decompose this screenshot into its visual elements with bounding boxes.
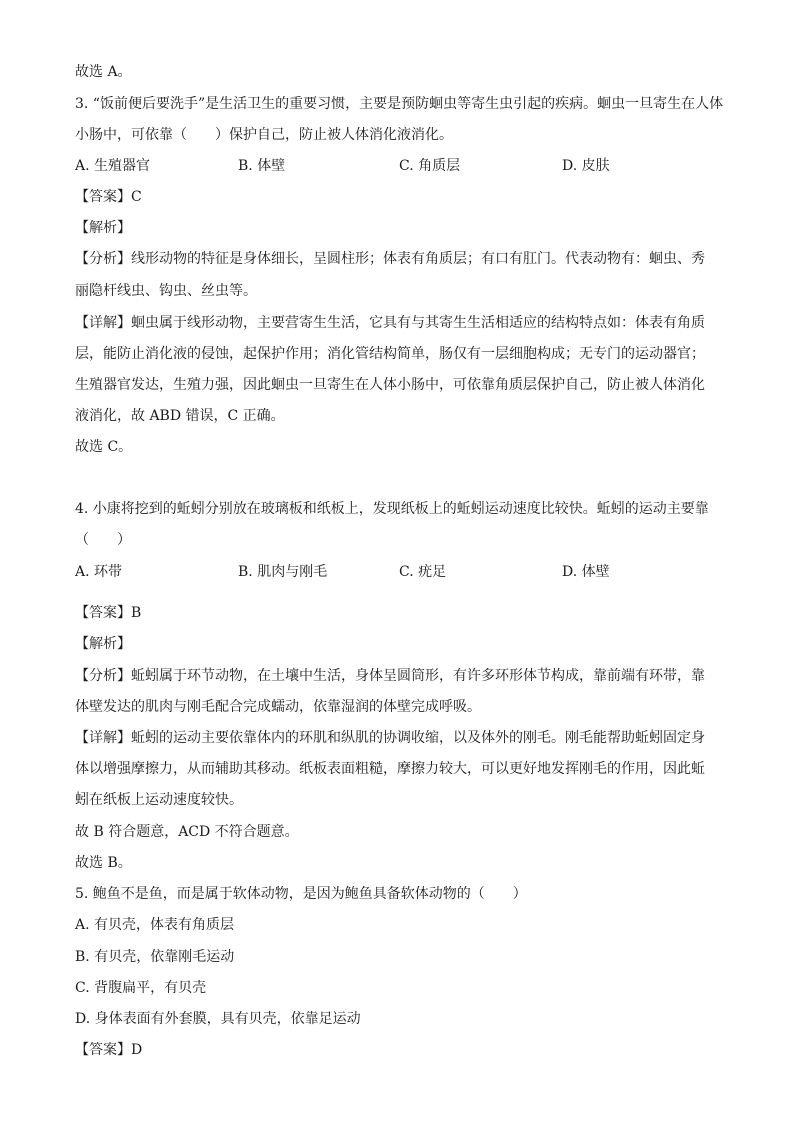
answer-label: 【答案】D bbox=[75, 1042, 143, 1058]
analysis-label: 【解析】 bbox=[75, 636, 131, 652]
option-d: D. 皮肤 bbox=[562, 158, 610, 174]
option-b: B. 体壁 bbox=[238, 158, 286, 174]
detail-text-cont: 体以增强摩擦力，从而辅助其移动。纸板表面粗糙，摩擦力较大，可以更好地发挥刚毛的作用，因此蚯 bbox=[75, 761, 705, 777]
option-b: B. 肌肉与刚毛 bbox=[238, 564, 328, 580]
option-d: D. 体壁 bbox=[562, 564, 610, 580]
analysis-text: 【分析】线形动物的特征是身体细长，呈圆柱形；体表有角质层；有口有肛门。代表动物有：蛔虫、秀 bbox=[75, 251, 705, 267]
conclusion-text: 故 B 符合题意，ACD 不符合题意。 bbox=[75, 824, 299, 840]
answer-label: 【答案】C bbox=[75, 189, 142, 205]
analysis-text-cont: 丽隐杆线虫、钩虫、丝虫等。 bbox=[75, 283, 257, 299]
detail-text-cont: 蚓在纸板上运动速度较快。 bbox=[75, 792, 243, 808]
analysis-label: 【解析】 bbox=[75, 220, 131, 236]
detail-text-cont: 生殖器官发达，生殖力强，因此蛔虫一旦寄生在人体小肠中，可依靠角质层保护自己，防止被人体消化 bbox=[75, 377, 705, 393]
option-c: C. 背腹扁平，有贝壳 bbox=[75, 980, 207, 996]
question-3-text-cont: 小肠中，可依靠（ ）保护自己，防止被人体消化液消化。 bbox=[75, 127, 453, 143]
question-4-text: 4. 小康将挖到的蚯蚓分别放在玻璃板和纸板上，发现纸板上的蚯蚓运动速度比较快。蚯蚓的运动主要靠 bbox=[75, 501, 709, 517]
option-a: A. 环带 bbox=[75, 564, 123, 580]
detail-text-cont: 液消化，故 ABD 错误，C 正确。 bbox=[75, 408, 285, 424]
analysis-text: 【分析】蚯蚓属于环节动物，在土壤中生活，身体呈圆筒形，有许多环形体节构成，靠前端有环带，靠 bbox=[75, 668, 705, 684]
option-a: A. 生殖器官 bbox=[75, 158, 151, 174]
detail-text: 【详解】蚯蚓的运动主要依靠体内的环肌和纵肌的协调收缩，以及体外的刚毛。刚毛能帮助蚯蚓固定身 bbox=[75, 730, 705, 746]
option-d: D. 身体表面有外套膜，具有贝壳，依靠足运动 bbox=[75, 1011, 361, 1027]
option-c: C. 疣足 bbox=[399, 564, 447, 580]
answer-label: 【答案】B bbox=[75, 605, 142, 621]
option-c: C. 角质层 bbox=[399, 158, 461, 174]
question-5-text: 5. 鲍鱼不是鱼，而是属于软体动物，是因为鲍鱼具备软体动物的（ ） bbox=[75, 886, 527, 902]
question-3-options bbox=[75, 159, 715, 175]
option-a: A. 有贝壳，体表有角质层 bbox=[75, 917, 235, 933]
answer-choice-line: 故选 C。 bbox=[75, 439, 133, 455]
answer-choice-line: 故选 B。 bbox=[75, 855, 132, 871]
answer-choice-line: 故选 A。 bbox=[75, 64, 132, 80]
detail-text-cont: 层，能防止消化液的侵蚀，起保护作用；消化管结构简单，肠仅有一层细胞构成；无专门的运动器官； bbox=[75, 346, 705, 362]
question-4-options bbox=[75, 565, 715, 581]
question-3-text: 3. “饭前便后要洗手”是生活卫生的重要习惯，主要是预防蛔虫等寄生虫引起的疾病。蛔虫一旦寄生在人体 bbox=[75, 96, 724, 112]
analysis-text-cont: 体壁发达的肌肉与刚毛配合完成蠕动，依靠湿润的体壁完成呼吸。 bbox=[75, 699, 481, 715]
detail-text: 【详解】蛔虫属于线形动物，主要营寄生生活，它具有与其寄生生活相适应的结构特点如：体表有角质 bbox=[75, 315, 705, 331]
question-4-blank: （ ） bbox=[75, 532, 131, 548]
option-b: B. 有贝壳，依靠刚毛运动 bbox=[75, 949, 235, 965]
